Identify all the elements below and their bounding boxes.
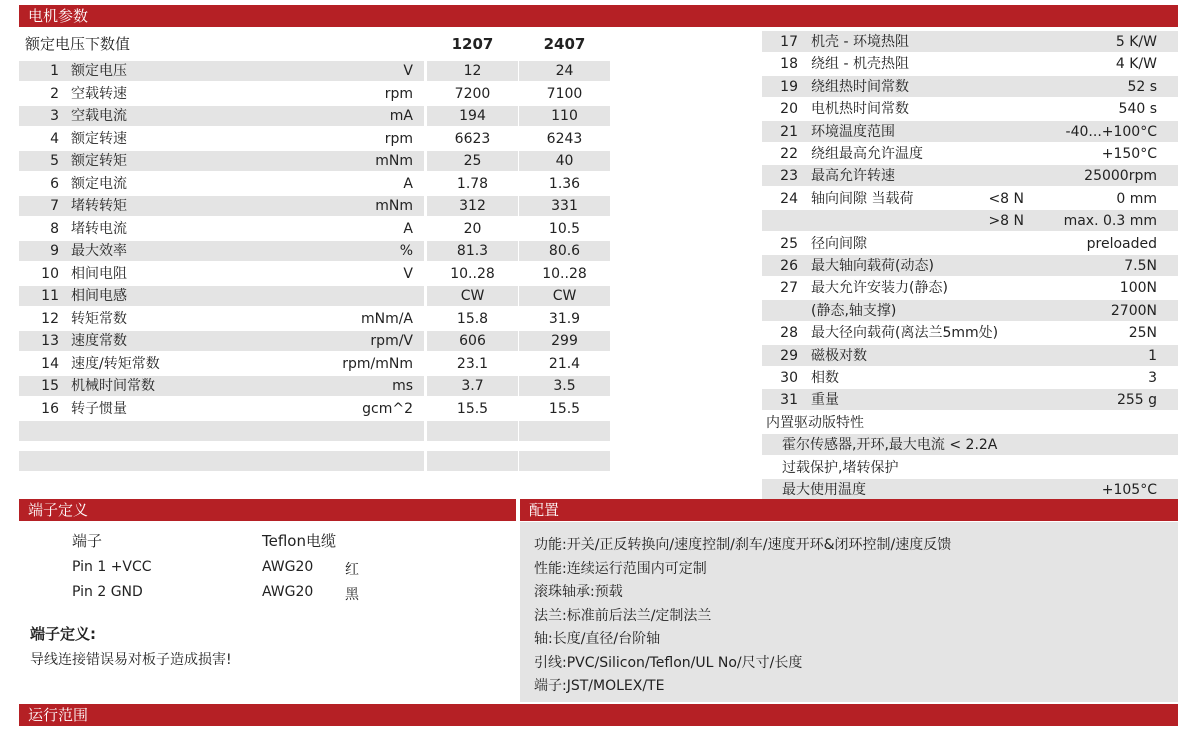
row-number: 16 [41, 400, 59, 417]
value-1207: 12 [463, 63, 482, 79]
param-unit: mNm [375, 198, 413, 214]
table-row [19, 240, 619, 262]
table-row [762, 389, 1178, 410]
config-section [520, 522, 1178, 702]
row-number: 8 [50, 220, 59, 237]
param-value: 25N [1128, 325, 1157, 342]
param-unit: rpm [384, 130, 413, 147]
value-2407: 10..28 [542, 265, 587, 282]
param-name: 径向间隙 [811, 235, 867, 252]
left-row-bg [427, 451, 518, 471]
table-row [19, 353, 619, 375]
row-number: 29 [780, 347, 798, 364]
table-row [19, 83, 619, 105]
value-1207: 15.5 [456, 400, 489, 417]
row-number: 30 [780, 370, 798, 386]
param-unit: V [403, 265, 413, 282]
driver-feature-text: 霍尔传感器,开环,最大电流 < 2.2A [782, 437, 998, 454]
param-condition [962, 76, 1024, 97]
row-number: 27 [780, 280, 798, 297]
value-1207: 23.1 [456, 355, 489, 372]
value-2407: 331 [551, 198, 578, 214]
value-2407: 299 [551, 333, 578, 349]
value-2407: 10.5 [548, 220, 581, 237]
table-row [19, 330, 619, 352]
config-item: 滚珠轴承:预载 [534, 584, 623, 600]
param-condition [962, 345, 1024, 366]
param-name: 环境温度范围 [811, 123, 895, 140]
config-item: 性能:连续运行范围内可定制 [534, 560, 707, 577]
param-name: 电机热时间常数 [811, 101, 909, 118]
table-row [762, 255, 1178, 276]
param-unit: ms [392, 378, 413, 394]
param-name: 堵转转矩 [71, 198, 127, 214]
value-1207: CW [460, 288, 485, 304]
terminal-note-title: 端子定义: [30, 625, 96, 643]
table-row [19, 308, 619, 330]
motor-params-title: 电机参数 [28, 7, 89, 25]
row-number: 14 [41, 355, 59, 372]
config-item: 端子:JST/MOLEX/TE [534, 678, 665, 694]
table-row [19, 105, 619, 127]
param-value: -40...+100°C [1065, 123, 1157, 140]
row-number: 5 [50, 153, 59, 169]
pin-wire-color: 黑 [345, 587, 359, 603]
row-number: 25 [780, 235, 798, 252]
param-value: 100N [1119, 280, 1157, 297]
param-unit: A [403, 175, 413, 192]
value-2407: 80.6 [548, 243, 581, 259]
param-condition [962, 300, 1024, 321]
row-number: 31 [780, 392, 798, 409]
param-condition [962, 121, 1024, 142]
table-row [762, 53, 1178, 74]
config-header [520, 499, 1178, 521]
value-1207: 25 [463, 153, 482, 169]
value-1207: 6623 [454, 130, 491, 147]
param-condition [962, 53, 1024, 74]
value-2407: 110 [551, 108, 578, 124]
driver-feature-value [1022, 434, 1157, 455]
param-name: 重量 [811, 392, 839, 409]
row-number: 24 [780, 190, 798, 207]
param-unit: gcm^2 [362, 400, 413, 417]
driver-feature-value [1022, 457, 1157, 478]
left-table-title: 额定电压下数值 [25, 35, 131, 53]
param-unit: rpm/mNm [342, 355, 413, 372]
terminal-col-header: 端子 [72, 532, 103, 550]
left-row-bg [19, 451, 424, 471]
param-name: 最高允许转速 [811, 168, 895, 185]
config-item: 法兰:标准前后法兰/定制法兰 [534, 607, 712, 624]
param-value: max. 0.3 mm [1063, 213, 1157, 230]
param-unit: A [403, 220, 413, 237]
row-number [762, 300, 798, 321]
value-1207: 194 [459, 108, 486, 124]
driver-feature-text: 过载保护,堵转保护 [782, 459, 899, 476]
value-1207: 606 [459, 333, 486, 349]
param-name: 相数 [811, 370, 839, 386]
table-row [19, 375, 619, 397]
cable-col-header: Teflon电缆 [262, 532, 336, 550]
param-name: 堵转电流 [71, 220, 127, 237]
value-2407: 21.4 [548, 355, 581, 372]
param-condition [962, 233, 1024, 254]
value-2407: CW [552, 288, 577, 304]
param-condition [962, 143, 1024, 164]
value-1207: 3.7 [461, 378, 484, 394]
row-number: 10 [41, 265, 59, 282]
left-table-title-row [19, 33, 749, 55]
row-number: 23 [780, 168, 798, 185]
table-row [762, 322, 1178, 343]
row-number: 4 [50, 130, 59, 147]
param-unit: % [399, 243, 413, 259]
row-number: 15 [41, 378, 59, 394]
table-row [762, 188, 1178, 209]
param-name: 最大径向载荷(离法兰5mm处) [811, 325, 999, 342]
table-row [19, 398, 619, 420]
left-row-bg [519, 451, 610, 471]
value-2407: 24 [555, 63, 574, 79]
param-value: 3 [1148, 370, 1157, 386]
row-number: 3 [50, 108, 59, 124]
param-value: 1 [1148, 347, 1157, 364]
row-number: 6 [50, 175, 59, 192]
table-row [19, 263, 619, 285]
driver-feature-row [762, 457, 1178, 478]
row-number: 26 [780, 258, 798, 274]
row-number: 18 [780, 56, 798, 73]
value-2407: 1.36 [548, 175, 581, 192]
config-item: 轴:长度/直径/台阶轴 [534, 631, 661, 647]
param-condition [962, 367, 1024, 388]
col-1207-header: 1207 [451, 35, 494, 53]
param-condition: <8 N [988, 190, 1024, 207]
terminal-note-text: 导线连接错误易对板子造成损害! [30, 652, 232, 668]
table-row [762, 165, 1178, 186]
row-number: 11 [41, 288, 59, 304]
param-value: 540 s [1118, 101, 1157, 118]
param-name: 绕组 - 机壳热阻 [811, 56, 909, 73]
param-name: 额定转矩 [71, 153, 127, 169]
row-number: 1 [50, 63, 59, 79]
pin-wire-color: 红 [345, 562, 359, 578]
pin-label: Pin 2 GND [72, 584, 143, 600]
param-unit: rpm/V [370, 333, 413, 349]
param-name: 最大效率 [71, 243, 127, 259]
value-2407: 3.5 [553, 378, 576, 394]
terminal-def-title: 端子定义 [28, 501, 89, 519]
table-row [762, 300, 1178, 321]
param-value: +150°C [1101, 146, 1157, 162]
param-unit: mNm [375, 153, 413, 169]
param-name: 机壳 - 环境热阻 [811, 34, 909, 50]
param-condition [962, 31, 1024, 52]
param-condition [962, 98, 1024, 119]
value-1207: 81.3 [456, 243, 489, 259]
table-row [762, 345, 1178, 366]
table-row [762, 31, 1178, 52]
driver-feature-row [762, 479, 1178, 500]
table-row [19, 218, 619, 240]
param-name: 相间电感 [71, 288, 127, 304]
config-title: 配置 [529, 501, 560, 519]
param-name: 磁极对数 [811, 347, 867, 364]
param-name: 相间电阻 [71, 265, 127, 282]
table-row [762, 277, 1178, 298]
row-number: 2 [50, 85, 59, 102]
param-name: 额定电流 [71, 175, 127, 192]
pin-awg: AWG20 [262, 559, 314, 575]
row-number: 12 [41, 310, 59, 327]
value-1207: 312 [459, 198, 486, 214]
table-row [762, 210, 1178, 231]
param-name: 额定电压 [71, 63, 127, 79]
table-row [762, 121, 1178, 142]
param-unit: mA [389, 108, 413, 124]
param-name: 额定转速 [71, 130, 127, 147]
row-number: 22 [780, 146, 798, 162]
param-unit: mNm/A [360, 310, 413, 327]
table-row [762, 367, 1178, 388]
param-value: 2700N [1110, 302, 1157, 319]
row-number: 17 [780, 34, 798, 50]
row-number: 28 [780, 325, 798, 342]
config-item: 功能:开关/正反转换向/速度控制/刹车/速度开环&闭环控制/速度反馈 [534, 537, 952, 553]
table-row [762, 233, 1178, 254]
table-row [19, 128, 619, 150]
row-number: 19 [780, 78, 798, 95]
param-condition [962, 277, 1024, 298]
operating-range-header [19, 704, 1178, 726]
table-row [19, 150, 619, 172]
param-condition: >8 N [988, 213, 1024, 230]
table-row [762, 143, 1178, 164]
row-number: 21 [780, 123, 798, 140]
param-condition [962, 255, 1024, 276]
value-1207: 1.78 [456, 175, 489, 192]
value-2407: 7100 [546, 85, 583, 102]
param-name: 绕组热时间常数 [811, 78, 909, 95]
value-1207: 15.8 [456, 310, 489, 327]
param-name: (静态,轴支撑) [811, 302, 897, 319]
terminal-def-header [19, 499, 516, 521]
param-unit: rpm [384, 85, 413, 102]
param-name: 最大允许安装力(静态) [811, 280, 948, 297]
value-2407: 6243 [546, 130, 583, 147]
left-row-bg [19, 421, 424, 441]
param-unit: V [403, 63, 413, 79]
left-row-bg [427, 421, 518, 441]
param-unit [319, 285, 413, 307]
param-condition [962, 165, 1024, 186]
param-value: 255 g [1116, 392, 1157, 409]
param-name: 速度常数 [71, 333, 127, 349]
col-2407-header: 2407 [543, 35, 586, 53]
row-number: 9 [50, 243, 59, 259]
table-row [19, 285, 619, 307]
value-2407: 40 [555, 153, 574, 169]
param-name: 速度/转矩常数 [71, 355, 160, 372]
param-value: 7.5N [1124, 258, 1157, 274]
value-1207: 10..28 [450, 265, 495, 282]
value-2407: 31.9 [548, 310, 581, 327]
table-row [19, 60, 619, 82]
param-name: 机械时间常数 [71, 378, 155, 394]
terminal-section [19, 522, 516, 702]
left-row-bg [519, 421, 610, 441]
param-name: 绕组最高允许温度 [811, 146, 923, 162]
param-value: 52 s [1127, 78, 1157, 95]
row-number [762, 210, 798, 231]
param-condition [962, 322, 1024, 343]
param-condition [962, 389, 1024, 410]
table-row [19, 195, 619, 217]
row-number: 13 [41, 333, 59, 349]
param-name: 转矩常数 [71, 310, 127, 327]
pin-awg: AWG20 [262, 584, 314, 600]
value-2407: 15.5 [548, 400, 581, 417]
param-name: 空载电流 [71, 108, 127, 124]
row-number: 20 [780, 101, 798, 118]
driver-feature-text: 最大使用温度 [782, 482, 866, 498]
driver-feature-row [762, 434, 1178, 455]
driver-features-title: 内置驱动版特性 [766, 414, 864, 431]
pin-label: Pin 1 +VCC [72, 559, 152, 575]
row-number: 7 [50, 198, 59, 214]
param-value: 25000rpm [1084, 168, 1157, 185]
param-value: 4 K/W [1115, 56, 1157, 73]
param-value: 5 K/W [1115, 34, 1157, 50]
table-row [19, 173, 619, 195]
table-row [762, 98, 1178, 119]
param-name: 空载转速 [71, 85, 127, 102]
param-name: 最大轴向载荷(动态) [811, 258, 934, 274]
param-value: preloaded [1086, 235, 1157, 252]
param-value: 0 mm [1116, 190, 1157, 207]
value-1207: 20 [463, 220, 482, 237]
param-name: 转子惯量 [71, 400, 127, 417]
operating-range-title: 运行范围 [28, 706, 89, 724]
config-item: 引线:PVC/Silicon/Teflon/UL No/尺寸/长度 [534, 654, 803, 671]
value-1207: 7200 [454, 85, 491, 102]
motor-params-header [19, 5, 1178, 27]
param-name: 轴向间隙 当载荷 [811, 190, 914, 207]
table-row [762, 76, 1178, 97]
driver-feature-value: +105°C [1101, 482, 1157, 498]
